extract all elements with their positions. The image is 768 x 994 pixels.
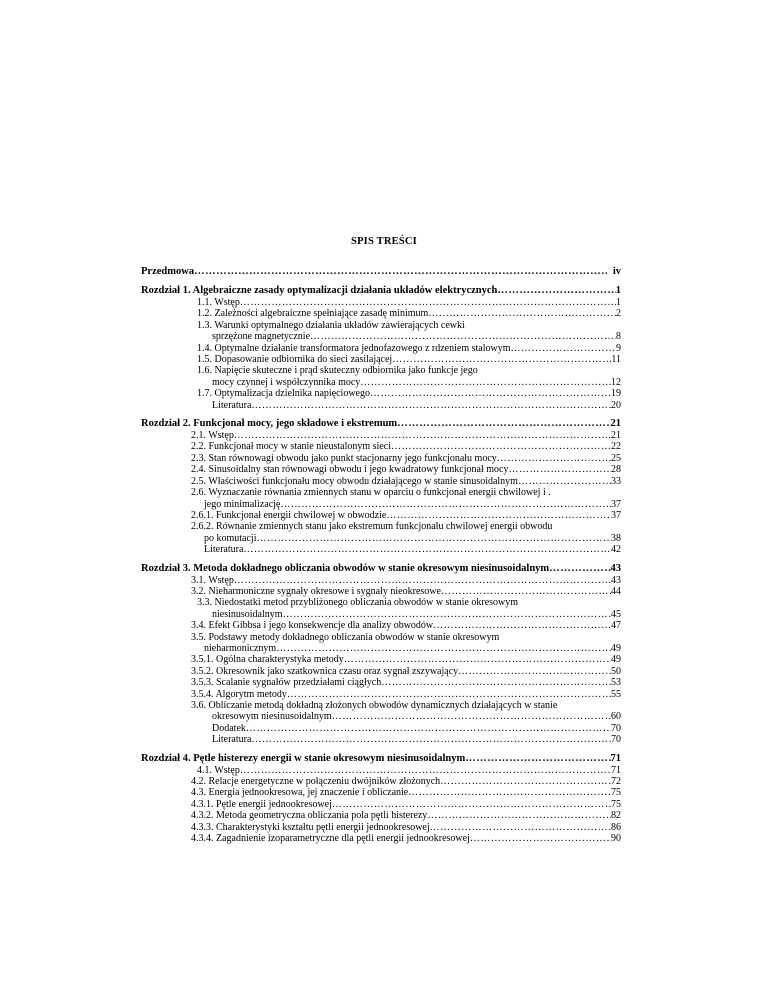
dot-leader xyxy=(234,430,611,441)
toc-entry xyxy=(141,521,621,532)
toc-entry xyxy=(141,476,621,487)
toc-entry-title: 3.4. Efekt Gibbsa i jego konsekwencje dla analizy obwodów xyxy=(191,620,434,632)
page-title: SPIS TREŚCI xyxy=(351,236,417,247)
toc-entry-title: 3.2. Nieharmoniczne sygnały okresowe i sygnały nieokresowe xyxy=(191,585,441,597)
dot-leader xyxy=(287,689,611,700)
toc-entry-title: 3.5. Podstawy metody dokładnego obliczania obwodów w stanie okresowym xyxy=(191,631,500,643)
toc-entry-title: Literatura xyxy=(204,544,244,556)
toc-entry xyxy=(141,666,621,677)
toc-entry xyxy=(141,711,621,722)
dot-leader xyxy=(283,609,611,620)
toc-page-number: 45 xyxy=(611,608,621,620)
toc-page-number: 38 xyxy=(611,532,621,544)
dot-leader xyxy=(360,377,611,388)
dot-leader xyxy=(310,331,616,342)
toc-chapter-entry xyxy=(141,563,621,575)
toc-entry xyxy=(141,388,621,399)
toc-entry xyxy=(141,365,621,376)
toc-entry xyxy=(141,734,621,745)
dot-leader xyxy=(344,654,611,665)
toc-entry-title: 4.3.4. Zagadnienie izoparametryczne dla pętli energii jednookresowej xyxy=(191,833,470,845)
toc-entry-title: nieharmonicznym xyxy=(204,642,277,654)
toc-page-number: 70 xyxy=(611,734,621,746)
toc-entry xyxy=(141,765,621,776)
toc-entry-title: Rozdział 4. Pętle histerezy energii w stanie okresowym niesinusoidalnym xyxy=(141,752,466,764)
dot-leader xyxy=(430,822,611,833)
toc-page-number: 50 xyxy=(611,665,621,677)
toc-entry-title: 1.5. Dopasowanie odbiornika do sieci zasilającej xyxy=(197,354,393,366)
toc-entry-title: 2.1. Wstęp xyxy=(191,430,234,442)
toc-entry xyxy=(141,632,621,643)
toc-entry-title: 3.3. Niedostatki metod przybliżonego obliczania obwodów w stanie okresowym xyxy=(197,597,519,609)
toc-page-number: 20 xyxy=(611,399,621,411)
toc-page-number: 43 xyxy=(610,562,621,574)
dot-leader xyxy=(497,453,611,464)
dot-leader xyxy=(240,297,616,308)
toc-chapter-entry xyxy=(141,753,621,765)
dot-leader xyxy=(257,533,612,544)
toc-entry xyxy=(141,677,621,688)
toc-chapter-entry xyxy=(141,418,621,430)
dot-leader xyxy=(470,833,611,844)
toc-page-number: 72 xyxy=(611,776,621,788)
toc-entry-title: 4.3.1. Pętle energii jednookresowej xyxy=(191,798,332,810)
dot-leader xyxy=(428,308,616,319)
toc-page-number: 2 xyxy=(616,308,621,320)
toc-entry xyxy=(141,810,621,821)
toc-page-number: 8 xyxy=(616,331,621,343)
dot-leader xyxy=(276,643,611,654)
toc-entry-title: 1.6. Napięcie skuteczne i prąd skuteczny odbiornika jako funkcje jego xyxy=(197,365,478,377)
toc-entry-title: okresowym niesinusoidalnym xyxy=(212,711,332,723)
dot-leader xyxy=(549,563,610,575)
toc-entry-title: po komutacji xyxy=(204,532,257,544)
toc-page-number: 21 xyxy=(611,430,621,442)
toc-page-number: 71 xyxy=(610,752,621,764)
toc-entry xyxy=(141,510,621,521)
toc-entry-title: 4.3.3. Charakterystyki kształtu pętli energii jednookresowej xyxy=(191,821,430,833)
toc-entry-title: mocy czynnej i współczynnika mocy xyxy=(212,376,361,388)
toc-page-number: 19 xyxy=(611,388,621,400)
dot-leader xyxy=(441,586,611,597)
toc-page-number: 37 xyxy=(611,509,621,521)
toc-entry xyxy=(141,354,621,365)
toc-entry-title: 3.1. Wstęp xyxy=(191,574,234,586)
toc-page-number: 22 xyxy=(611,441,621,453)
toc-chapter-entry xyxy=(141,266,621,278)
dot-leader xyxy=(497,285,615,297)
toc-page-number: 49 xyxy=(611,654,621,666)
toc-page-number: 1 xyxy=(615,285,621,296)
dot-leader xyxy=(370,388,611,399)
dot-leader xyxy=(386,510,611,521)
toc-page-number: 1 xyxy=(616,297,621,308)
toc-entry xyxy=(141,620,621,631)
toc-page-number: 60 xyxy=(611,711,621,723)
toc-page-number: 43 xyxy=(611,574,621,586)
dot-leader xyxy=(234,575,611,586)
toc-page-number: 49 xyxy=(611,642,621,654)
dot-leader xyxy=(433,620,611,631)
toc-entry-title: 1.7. Optymalizacja dzielnika napięciowego xyxy=(197,388,370,400)
toc-page-number: 44 xyxy=(611,585,621,597)
toc-entry-title: 4.3. Energia jednookresowa, jej znaczenie i obliczanie xyxy=(191,787,409,799)
dot-leader xyxy=(391,441,611,452)
toc-entry-title: Rozdział 1. Algebraiczne zasady optymalizacji działania układów elektrycznych xyxy=(141,285,498,296)
toc-entry xyxy=(141,609,621,620)
dot-leader xyxy=(408,787,611,798)
toc-entry-title: Rozdział 2. Funkcjonał mocy, jego składowe i ekstremum xyxy=(141,418,398,430)
toc-page-number: 75 xyxy=(611,787,621,799)
dot-leader xyxy=(392,354,611,365)
toc-page-number: 82 xyxy=(611,810,621,822)
toc-entry xyxy=(141,320,621,331)
toc-entry xyxy=(141,464,621,475)
dot-leader xyxy=(458,666,611,677)
toc-page-number: 70 xyxy=(611,722,621,734)
toc-entry-title: 3.5.2. Okresownik jako szatkownica czasu oraz sygnał zszywający xyxy=(191,665,459,677)
toc-entry xyxy=(141,441,621,452)
toc-entry-title: Literatura xyxy=(212,734,252,746)
toc-entry xyxy=(141,575,621,586)
toc-entry-title: Przedmowa xyxy=(141,266,195,277)
toc-entry-title: Literatura xyxy=(212,399,252,411)
toc-entry xyxy=(141,586,621,597)
toc-entry-title: Rozdział 3. Metoda dokładnego obliczania obwodów w stanie okresowym niesinusoidalnym xyxy=(141,562,550,574)
toc-entry xyxy=(141,776,621,787)
dot-leader xyxy=(243,544,611,555)
dot-leader xyxy=(511,343,617,354)
toc-entry xyxy=(141,430,621,441)
toc-entry-title: 3.5.3. Scalanie sygnałów przedziałami ciągłych xyxy=(191,677,382,689)
toc-page-number: 71 xyxy=(611,764,621,776)
toc-entry-title: 2.6.1. Funkcjonał energii chwilowej w obwodzie xyxy=(191,509,387,521)
toc-page-number: 28 xyxy=(611,464,621,476)
toc-entry xyxy=(141,643,621,654)
toc-entry-title: Dodatek xyxy=(212,722,246,734)
toc-entry-title: 3.5.4. Algorytm metody xyxy=(191,688,287,700)
dot-leader xyxy=(397,418,610,430)
toc-entry-title: 2.6. Wyznaczanie równania zmiennych stanu w oparciu o funkcjonał energii chwilowej i . xyxy=(191,487,551,499)
toc-entry xyxy=(141,499,621,510)
dot-leader xyxy=(332,799,611,810)
toc-page-number: 53 xyxy=(611,677,621,689)
toc-entry xyxy=(141,308,621,319)
toc-entry-title: 4.3.2. Metoda geometryczna obliczania pola pętli histerezy xyxy=(191,810,428,822)
toc-page-number: 12 xyxy=(611,376,621,388)
toc-entry xyxy=(141,453,621,464)
toc-entry-title: 4.1. Wstęp xyxy=(197,764,240,776)
dot-leader xyxy=(332,711,611,722)
dot-leader xyxy=(381,677,611,688)
toc-page-number: 37 xyxy=(611,498,621,510)
toc-page-number: 47 xyxy=(611,620,621,632)
toc-entry xyxy=(141,700,621,711)
toc-page-number: 55 xyxy=(611,688,621,700)
toc-entry-title: 2.4. Sinusoidalny stan równowagi obwodu i jego kwadratowy funkcjonał mocy xyxy=(191,464,509,476)
toc-page-number: 86 xyxy=(611,821,621,833)
toc-entry-title: niesinusoidalnym xyxy=(212,608,283,620)
toc-entry xyxy=(141,597,621,608)
dot-leader xyxy=(251,734,611,745)
toc-entry xyxy=(141,533,621,544)
toc-entry-title: 1.4. Optymalne działanie transformatora jednofazowego z rdzeniem stalowym xyxy=(197,342,511,354)
toc-entry-title: 2.5. Właściwości funkcjonału mocy obwodu działającego w stanie sinusoidalnym xyxy=(191,475,518,487)
toc-chapter-entry xyxy=(141,285,621,297)
dot-leader xyxy=(440,776,611,787)
toc-entry-title: 3.6. Obliczanie metodą dokładną złożonych obwodów dynamicznych działających w stanie xyxy=(191,700,558,711)
toc-entry xyxy=(141,723,621,734)
toc-entry xyxy=(141,331,621,342)
toc-page-number: 90 xyxy=(611,833,621,845)
dot-leader xyxy=(280,499,611,510)
toc-entry xyxy=(141,400,621,411)
toc-entry-title: 1.1. Wstęp xyxy=(197,297,240,308)
toc-entry xyxy=(141,787,621,798)
table-of-contents xyxy=(141,266,621,844)
toc-entry-title: jego minimalizację xyxy=(204,498,281,510)
dot-leader xyxy=(240,765,611,776)
toc-entry xyxy=(141,689,621,700)
toc-entry-title: sprzężone magnetycznie xyxy=(212,331,311,343)
toc-entry xyxy=(141,487,621,498)
toc-entry xyxy=(141,297,621,308)
toc-page-number: 11 xyxy=(611,354,621,366)
toc-entry-title: 1.3. Warunki optymalnego działania układów zawierających cewki xyxy=(197,319,465,331)
toc-page-number: 33 xyxy=(611,475,621,487)
toc-page-number: iv xyxy=(612,266,621,277)
dot-leader xyxy=(246,723,611,734)
toc-entry xyxy=(141,544,621,555)
toc-entry-title: 4.2. Relacje energetyczne w połączeniu dwójników złożonych xyxy=(191,776,441,788)
toc-page-number: 42 xyxy=(611,544,621,556)
toc-page-number: 75 xyxy=(611,798,621,810)
dot-leader xyxy=(194,266,607,278)
dot-leader xyxy=(465,753,610,765)
dot-leader xyxy=(508,464,611,475)
toc-entry xyxy=(141,822,621,833)
toc-entry-title: 3.5.1. Ogólna charakterystyka metody xyxy=(191,654,344,666)
toc-page-number: 9 xyxy=(616,342,621,354)
toc-page-number: 25 xyxy=(611,452,621,464)
dot-leader xyxy=(427,810,611,821)
toc-entry xyxy=(141,654,621,665)
toc-entry xyxy=(141,799,621,810)
dot-leader xyxy=(251,400,611,411)
toc-entry xyxy=(141,377,621,388)
dot-leader xyxy=(518,476,611,487)
toc-entry-title: 2.6.2. Równanie zmiennych stanu jako ekstremum funkcjonału chwilowej energii obwodu xyxy=(191,521,553,533)
toc-entry xyxy=(141,343,621,354)
toc-entry-title: 1.2. Zależności algebraiczne spełniające zasadę minimum xyxy=(197,308,429,320)
toc-page-number: 21 xyxy=(610,418,621,430)
toc-entry-title: 2.2. Funkcjonał mocy w stanie nieustalonym sieci xyxy=(191,441,391,453)
toc-entry-title: 2.3. Stan równowagi obwodu jako punkt stacjonarny jego funkcjonału mocy xyxy=(191,452,497,464)
toc-entry xyxy=(141,833,621,844)
